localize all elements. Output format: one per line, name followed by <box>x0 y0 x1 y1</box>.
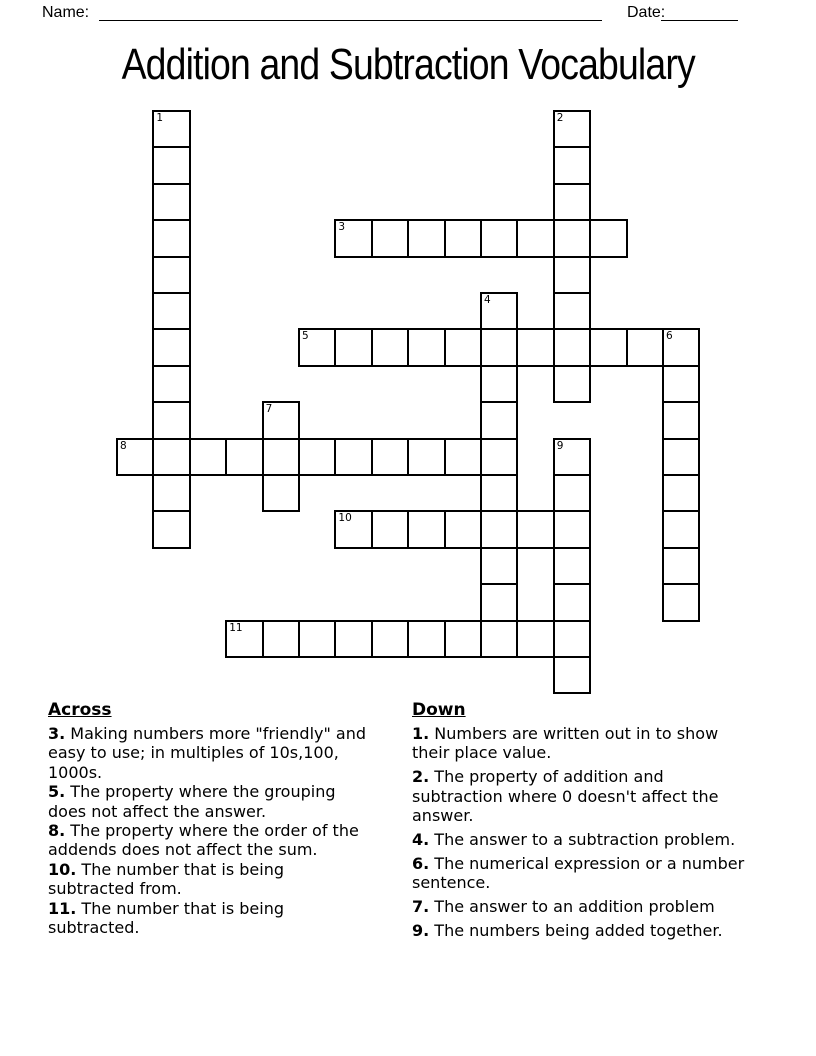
grid-cell-1-0[interactable] <box>152 110 190 148</box>
down-clue-9-number: 9. <box>412 921 430 941</box>
grid-cell-7-14[interactable] <box>371 620 409 658</box>
grid-cell-11-3[interactable] <box>516 219 554 257</box>
grid-cell-15-10[interactable] <box>662 474 700 512</box>
grid-cell-7-3[interactable] <box>371 219 409 257</box>
down-clue-list <box>412 724 750 941</box>
grid-cell-0-9[interactable] <box>116 438 154 476</box>
across-clue-5: 5. The property where the grouping does not affect the answer. <box>48 782 336 821</box>
down-clue-2-number: 2. <box>412 767 430 787</box>
down-clue-9: 9. The numbers being added together. <box>412 921 723 941</box>
grid-cell-13-6[interactable] <box>589 328 627 366</box>
page-title-text: Addition and Subtraction Vocabulary <box>121 40 695 89</box>
across-heading: Across <box>48 700 112 720</box>
down-heading: Down <box>412 700 466 720</box>
across-clue-3-number: 3. <box>48 724 66 743</box>
grid-cell-1-3[interactable] <box>152 219 190 257</box>
down-clue-2: 2. The property of addition and subtraction where 0 doesn't affect the answer. <box>412 767 719 826</box>
clue-number-5: 5 <box>302 330 309 343</box>
down-clues-section <box>412 700 750 945</box>
clue-number-11: 11 <box>229 621 243 634</box>
grid-cell-9-11[interactable] <box>444 510 482 548</box>
name-write-line[interactable] <box>99 5 602 21</box>
across-clue-10-number: 10. <box>48 859 77 879</box>
grid-cell-15-6[interactable] <box>662 328 700 366</box>
grid-cell-1-6[interactable] <box>152 328 190 366</box>
down-clue-4-number: 4. <box>412 830 430 850</box>
grid-cell-10-13[interactable] <box>480 583 518 621</box>
grid-cell-1-7[interactable] <box>152 365 190 403</box>
down-clue-1-number: 1. <box>412 724 430 743</box>
grid-cell-7-11[interactable] <box>371 510 409 548</box>
clue-number-9: 9 <box>556 439 564 452</box>
clue-number-1: 1 <box>156 112 164 124</box>
grid-cell-9-3[interactable] <box>444 219 482 257</box>
grid-cell-6-14[interactable] <box>334 620 372 658</box>
grid-cell-14-6[interactable] <box>626 328 664 366</box>
grid-cell-2-9[interactable] <box>189 438 227 476</box>
grid-cell-10-12[interactable] <box>480 547 518 585</box>
grid-cell-1-2[interactable] <box>152 183 190 221</box>
grid-cell-12-0[interactable] <box>553 110 591 148</box>
grid-cell-12-2[interactable] <box>553 183 591 221</box>
across-clue-11-number: 11. <box>48 898 77 918</box>
grid-cell-10-11[interactable] <box>480 510 518 548</box>
grid-cell-5-9[interactable] <box>298 438 336 476</box>
grid-cell-8-11[interactable] <box>407 510 445 548</box>
grid-cell-15-8[interactable] <box>662 401 700 439</box>
grid-cell-11-14[interactable] <box>516 620 554 658</box>
grid-cell-8-9[interactable] <box>407 438 445 476</box>
date-label: Date: <box>627 4 666 21</box>
grid-cell-10-10[interactable] <box>480 474 518 512</box>
grid-cell-6-3[interactable] <box>334 219 372 257</box>
grid-cell-3-14[interactable] <box>225 620 263 658</box>
grid-cell-15-12[interactable] <box>662 547 700 585</box>
grid-cell-15-13[interactable] <box>662 583 700 621</box>
down-clue-1: 1. Numbers are written out in to show their place value. <box>412 724 719 763</box>
grid-cell-10-9[interactable] <box>480 438 518 476</box>
grid-cell-15-11[interactable] <box>662 510 700 548</box>
clue-number-4: 4 <box>484 294 491 306</box>
grid-cell-12-3[interactable] <box>553 219 591 257</box>
grid-cell-9-14[interactable] <box>444 620 482 658</box>
grid-cell-8-3[interactable] <box>407 219 445 257</box>
grid-cell-7-9[interactable] <box>371 438 409 476</box>
grid-cell-4-10[interactable] <box>262 474 300 512</box>
grid-cell-10-8[interactable] <box>480 401 518 439</box>
clue-number-6: 6 <box>666 330 673 343</box>
grid-cell-1-10[interactable] <box>152 474 190 512</box>
grid-cell-1-4[interactable] <box>152 256 190 294</box>
grid-cell-6-9[interactable] <box>334 438 372 476</box>
grid-cell-6-11[interactable] <box>334 510 372 548</box>
grid-cell-12-10[interactable] <box>553 474 591 512</box>
grid-cell-9-6[interactable] <box>444 328 482 366</box>
across-clue-11: 11. The number that is being subtracted. <box>48 898 284 938</box>
grid-cell-10-7[interactable] <box>480 365 518 403</box>
across-clue-list <box>48 724 370 937</box>
across-clues-section <box>48 700 370 937</box>
clue-number-2: 2 <box>556 112 564 124</box>
down-clue-6: 6. The numerical expression or a number sentence. <box>412 853 745 893</box>
grid-cell-12-11[interactable] <box>553 510 591 548</box>
grid-cell-4-9[interactable] <box>262 438 300 476</box>
grid-cell-6-6[interactable] <box>334 328 372 366</box>
grid-cell-13-3[interactable] <box>589 219 627 257</box>
grid-cell-4-8[interactable] <box>262 401 300 439</box>
down-clue-4: 4. The answer to a subtraction problem. <box>412 830 736 850</box>
grid-cell-10-5[interactable] <box>480 292 518 330</box>
across-clue-3: 3. Making numbers more "friendly" and easy to use; in multiples of 10s,100, 1000s. <box>48 724 367 782</box>
grid-cell-12-5[interactable] <box>553 292 591 330</box>
clue-number-3: 3 <box>338 221 346 234</box>
grid-cell-5-6[interactable] <box>298 328 336 366</box>
grid-cell-11-6[interactable] <box>516 328 554 366</box>
grid-cell-1-9[interactable] <box>152 438 190 476</box>
grid-cell-1-8[interactable] <box>152 401 190 439</box>
grid-cell-12-12[interactable] <box>553 547 591 585</box>
grid-cell-8-6[interactable] <box>407 328 445 366</box>
clue-number-8: 8 <box>120 439 127 452</box>
clue-number-7: 7 <box>265 403 273 416</box>
across-clue-10: 10. The number that is being subtracted from. <box>48 859 284 899</box>
date-write-line[interactable] <box>661 5 738 21</box>
page-title <box>0 41 816 89</box>
grid-cell-10-3[interactable] <box>480 219 518 257</box>
grid-cell-12-4[interactable] <box>553 256 591 294</box>
grid-cell-1-1[interactable] <box>152 146 190 184</box>
grid-cell-12-14[interactable] <box>553 620 591 658</box>
down-clue-7-number: 7. <box>412 897 430 917</box>
across-clue-5-number: 5. <box>48 782 66 802</box>
grid-cell-15-7[interactable] <box>662 365 700 403</box>
grid-cell-12-6[interactable] <box>553 328 591 366</box>
clue-number-10: 10 <box>338 512 352 525</box>
name-label: Name: <box>42 4 90 21</box>
grid-cell-12-15[interactable] <box>553 656 591 694</box>
grid-cell-3-9[interactable] <box>225 438 263 476</box>
crossword-grid <box>116 110 702 696</box>
grid-cell-1-5[interactable] <box>152 292 190 330</box>
across-clue-8-number: 8. <box>48 821 66 841</box>
grid-cell-12-1[interactable] <box>553 146 591 184</box>
grid-cell-10-6[interactable] <box>480 328 518 366</box>
grid-cell-5-14[interactable] <box>298 620 336 658</box>
down-clue-6-number: 6. <box>412 853 430 873</box>
grid-cell-12-9[interactable] <box>553 438 591 476</box>
grid-cell-4-14[interactable] <box>262 620 300 658</box>
grid-cell-10-14[interactable] <box>480 620 518 658</box>
grid-cell-11-11[interactable] <box>516 510 554 548</box>
grid-cell-8-14[interactable] <box>407 620 445 658</box>
grid-cell-7-6[interactable] <box>371 328 409 366</box>
down-clue-7: 7. The answer to an addition problem <box>412 897 715 917</box>
grid-cell-9-9[interactable] <box>444 438 482 476</box>
grid-cell-15-9[interactable] <box>662 438 700 476</box>
grid-cell-12-13[interactable] <box>553 583 591 621</box>
grid-cell-12-7[interactable] <box>553 365 591 403</box>
grid-cell-1-11[interactable] <box>152 510 190 548</box>
across-clue-8: 8. The property where the order of the addends does not affect the sum. <box>48 821 359 860</box>
